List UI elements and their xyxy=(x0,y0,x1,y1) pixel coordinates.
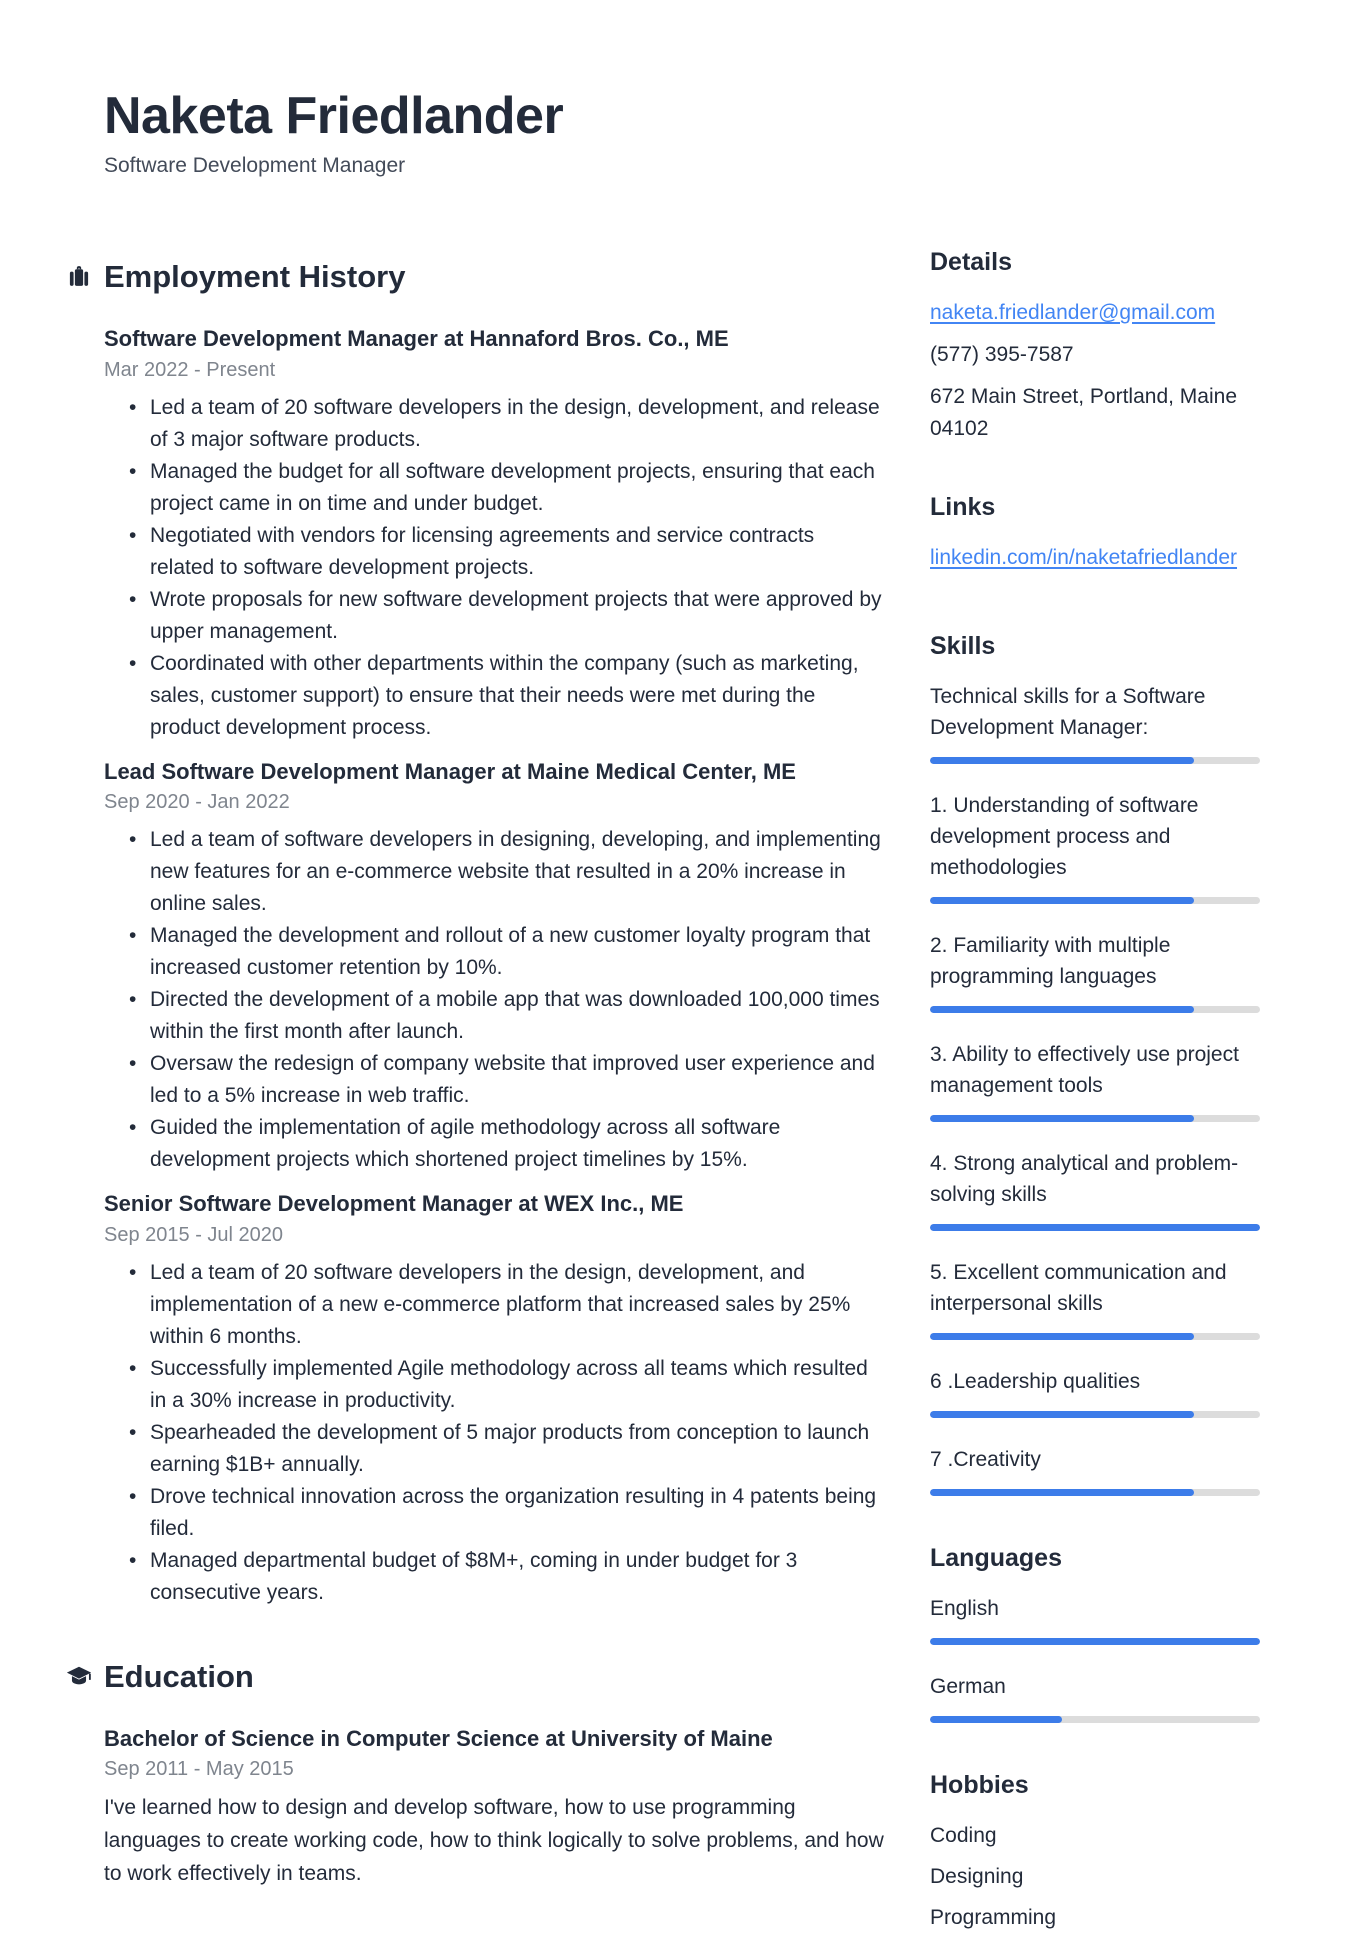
skill-label: 6 .Leadership qualities xyxy=(930,1370,1141,1393)
details-section xyxy=(930,248,1260,445)
graduation-cap-icon xyxy=(66,1664,92,1690)
skill-item xyxy=(930,1444,1260,1496)
skill-item xyxy=(930,1366,1260,1418)
address xyxy=(930,381,1260,445)
skills-section xyxy=(930,632,1260,1496)
hobbies-heading: Hobbies xyxy=(930,1771,1029,1799)
skill-level-fill xyxy=(930,1224,1260,1231)
job-bullet-list xyxy=(104,824,884,1176)
bullet-item: • Led a team of 20 software developers in the design, development, and implementation of a new e-commerce platform that increased sales by 25% within 6 months. xyxy=(104,1257,884,1353)
linkedin-link[interactable]: linkedin.com/in/naketafriedlander xyxy=(930,546,1238,569)
language-item xyxy=(930,1671,1260,1723)
skill-item xyxy=(930,681,1260,764)
employment-section xyxy=(104,259,884,1609)
address-line-2: 04102 xyxy=(930,417,989,440)
job-title: Software Development Manager at Hannaford Bros. Co., ME xyxy=(104,326,729,352)
skill-item xyxy=(930,1148,1260,1231)
skill-level-bar xyxy=(930,1224,1260,1231)
job-title: Lead Software Development Manager at Maine Medical Center, ME xyxy=(104,758,796,784)
email-link[interactable]: naketa.friedlander@gmail.com xyxy=(930,301,1216,324)
skill-level-bar xyxy=(930,1006,1260,1013)
briefcase-icon xyxy=(66,264,92,290)
skill-label: 7 .Creativity xyxy=(930,1448,1041,1471)
skill-level-fill xyxy=(930,1489,1194,1496)
languages-section xyxy=(930,1544,1260,1723)
education-entry xyxy=(104,1725,884,1891)
skill-level-bar xyxy=(930,1333,1260,1340)
skill-item xyxy=(930,1039,1260,1122)
skill-level-bar xyxy=(930,1489,1260,1496)
skill-level-fill xyxy=(930,757,1194,764)
skill-level-bar xyxy=(930,1115,1260,1122)
bullet-item: • Negotiated with vendors for licensing agreements and service contracts related to software development projects. xyxy=(104,520,884,584)
bullet-item: • Oversaw the redesign of company website that improved user experience and led to a 5% increase in web traffic. xyxy=(104,1048,884,1112)
education-section xyxy=(104,1659,884,1891)
hobby-item: Programming xyxy=(930,1906,1057,1929)
details-heading: Details xyxy=(930,248,1012,276)
education-dates: Sep 2011 - May 2015 xyxy=(104,1758,294,1781)
language-label: German xyxy=(930,1675,1006,1698)
bullet-item: • Led a team of 20 software developers in the design, development, and release of 3 major software products. xyxy=(104,392,884,456)
skill-label: 4. Strong analytical and problem-solving skills xyxy=(930,1152,1239,1206)
bullet-item: • Managed the budget for all software development projects, ensuring that each project came in on time and under budget. xyxy=(104,456,884,520)
bullet-item: • Managed departmental budget of $8M+, coming in under budget for 3 consecutive years. xyxy=(104,1545,884,1609)
person-name: Naketa Friedlander xyxy=(104,87,564,145)
bullet-item: • Coordinated with other departments within the company (such as marketing, sales, customer support) to ensure that their needs were met during the product development process. xyxy=(104,648,884,744)
skill-label: 3. Ability to effectively use project management tools xyxy=(930,1043,1239,1097)
job-title: Senior Software Development Manager at WEX Inc., ME xyxy=(104,1191,684,1217)
address-line-1: 672 Main Street, Portland, Maine xyxy=(930,385,1238,408)
links-heading: Links xyxy=(930,493,996,521)
skills-heading: Skills xyxy=(930,632,996,660)
language-level-fill xyxy=(930,1638,1260,1645)
main-column xyxy=(104,88,884,1943)
language-level-bar xyxy=(930,1716,1260,1723)
skill-label: 1. Understanding of software development process and methodologies xyxy=(930,794,1199,879)
skill-label: 5. Excellent communication and interpersonal skills xyxy=(930,1261,1227,1315)
education-heading xyxy=(66,1659,884,1695)
bullet-item: • Spearheaded the development of 5 major products from conception to launch earning $1B+ annually. xyxy=(104,1417,884,1481)
skill-item xyxy=(930,1257,1260,1340)
job-dates: Mar 2022 - Present xyxy=(104,358,276,381)
phone-number: (577) 395-7587 xyxy=(930,343,1074,366)
hobbies-section xyxy=(930,1771,1260,1934)
degree-title: Bachelor of Science in Computer Science at University of Maine xyxy=(104,1725,773,1751)
skill-label: 2. Familiarity with multiple programming languages xyxy=(930,934,1171,988)
hobby-item: Coding xyxy=(930,1824,997,1847)
language-level-fill xyxy=(930,1716,1062,1723)
job-bullet-list xyxy=(104,1257,884,1609)
language-item xyxy=(930,1593,1260,1645)
skill-item xyxy=(930,790,1260,904)
skill-level-fill xyxy=(930,1115,1194,1122)
links-section xyxy=(930,493,1260,584)
job-bullet-list xyxy=(104,392,884,744)
job-entry xyxy=(104,1190,884,1609)
skill-level-bar xyxy=(930,757,1260,764)
skill-level-fill xyxy=(930,1333,1194,1340)
skill-item xyxy=(930,930,1260,1013)
job-entry xyxy=(104,758,884,1177)
person-job-title: Software Development Manager xyxy=(104,154,406,178)
bullet-item: • Guided the implementation of agile methodology across all software development projects which shortened project timelines by 15%. xyxy=(104,1112,884,1176)
bullet-item: • Successfully implemented Agile methodology across all teams which resulted in a 30% increase in productivity. xyxy=(104,1353,884,1417)
skill-level-bar xyxy=(930,897,1260,904)
sidebar xyxy=(930,88,1260,1943)
skill-level-fill xyxy=(930,897,1194,904)
job-entry xyxy=(104,325,884,744)
bullet-item: • Led a team of software developers in designing, developing, and implementing new features for an e-commerce website that resulted in a 20% increase in online sales. xyxy=(104,824,884,920)
header xyxy=(104,88,884,179)
employment-heading xyxy=(66,259,884,295)
employment-heading-label: Employment History xyxy=(104,259,406,295)
bullet-item: • Drove technical innovation across the organization resulting in 4 patents being filed. xyxy=(104,1481,884,1545)
education-heading-label: Education xyxy=(104,1658,254,1694)
bullet-item: • Directed the development of a mobile app that was downloaded 100,000 times within the first month after launch. xyxy=(104,984,884,1048)
skill-label: Technical skills for a Software Development Manager: xyxy=(930,685,1206,739)
language-level-bar xyxy=(930,1638,1260,1645)
skill-level-bar xyxy=(930,1411,1260,1418)
hobby-item: Designing xyxy=(930,1865,1024,1888)
bullet-item: • Wrote proposals for new software development projects that were approved by upper management. xyxy=(104,584,884,648)
languages-heading: Languages xyxy=(930,1544,1062,1572)
language-label: English xyxy=(930,1597,999,1620)
job-dates: Sep 2015 - Jul 2020 xyxy=(104,1223,284,1246)
skill-level-fill xyxy=(930,1006,1194,1013)
skill-level-fill xyxy=(930,1411,1194,1418)
bullet-item: • Managed the development and rollout of a new customer loyalty program that increased customer retention by 10%. xyxy=(104,920,884,984)
education-description: I've learned how to design and develop software, how to use programming languages to create working code, how to think logically to solve problems, and how to work effectively in teams. xyxy=(104,1796,884,1886)
job-dates: Sep 2020 - Jan 2022 xyxy=(104,791,290,814)
